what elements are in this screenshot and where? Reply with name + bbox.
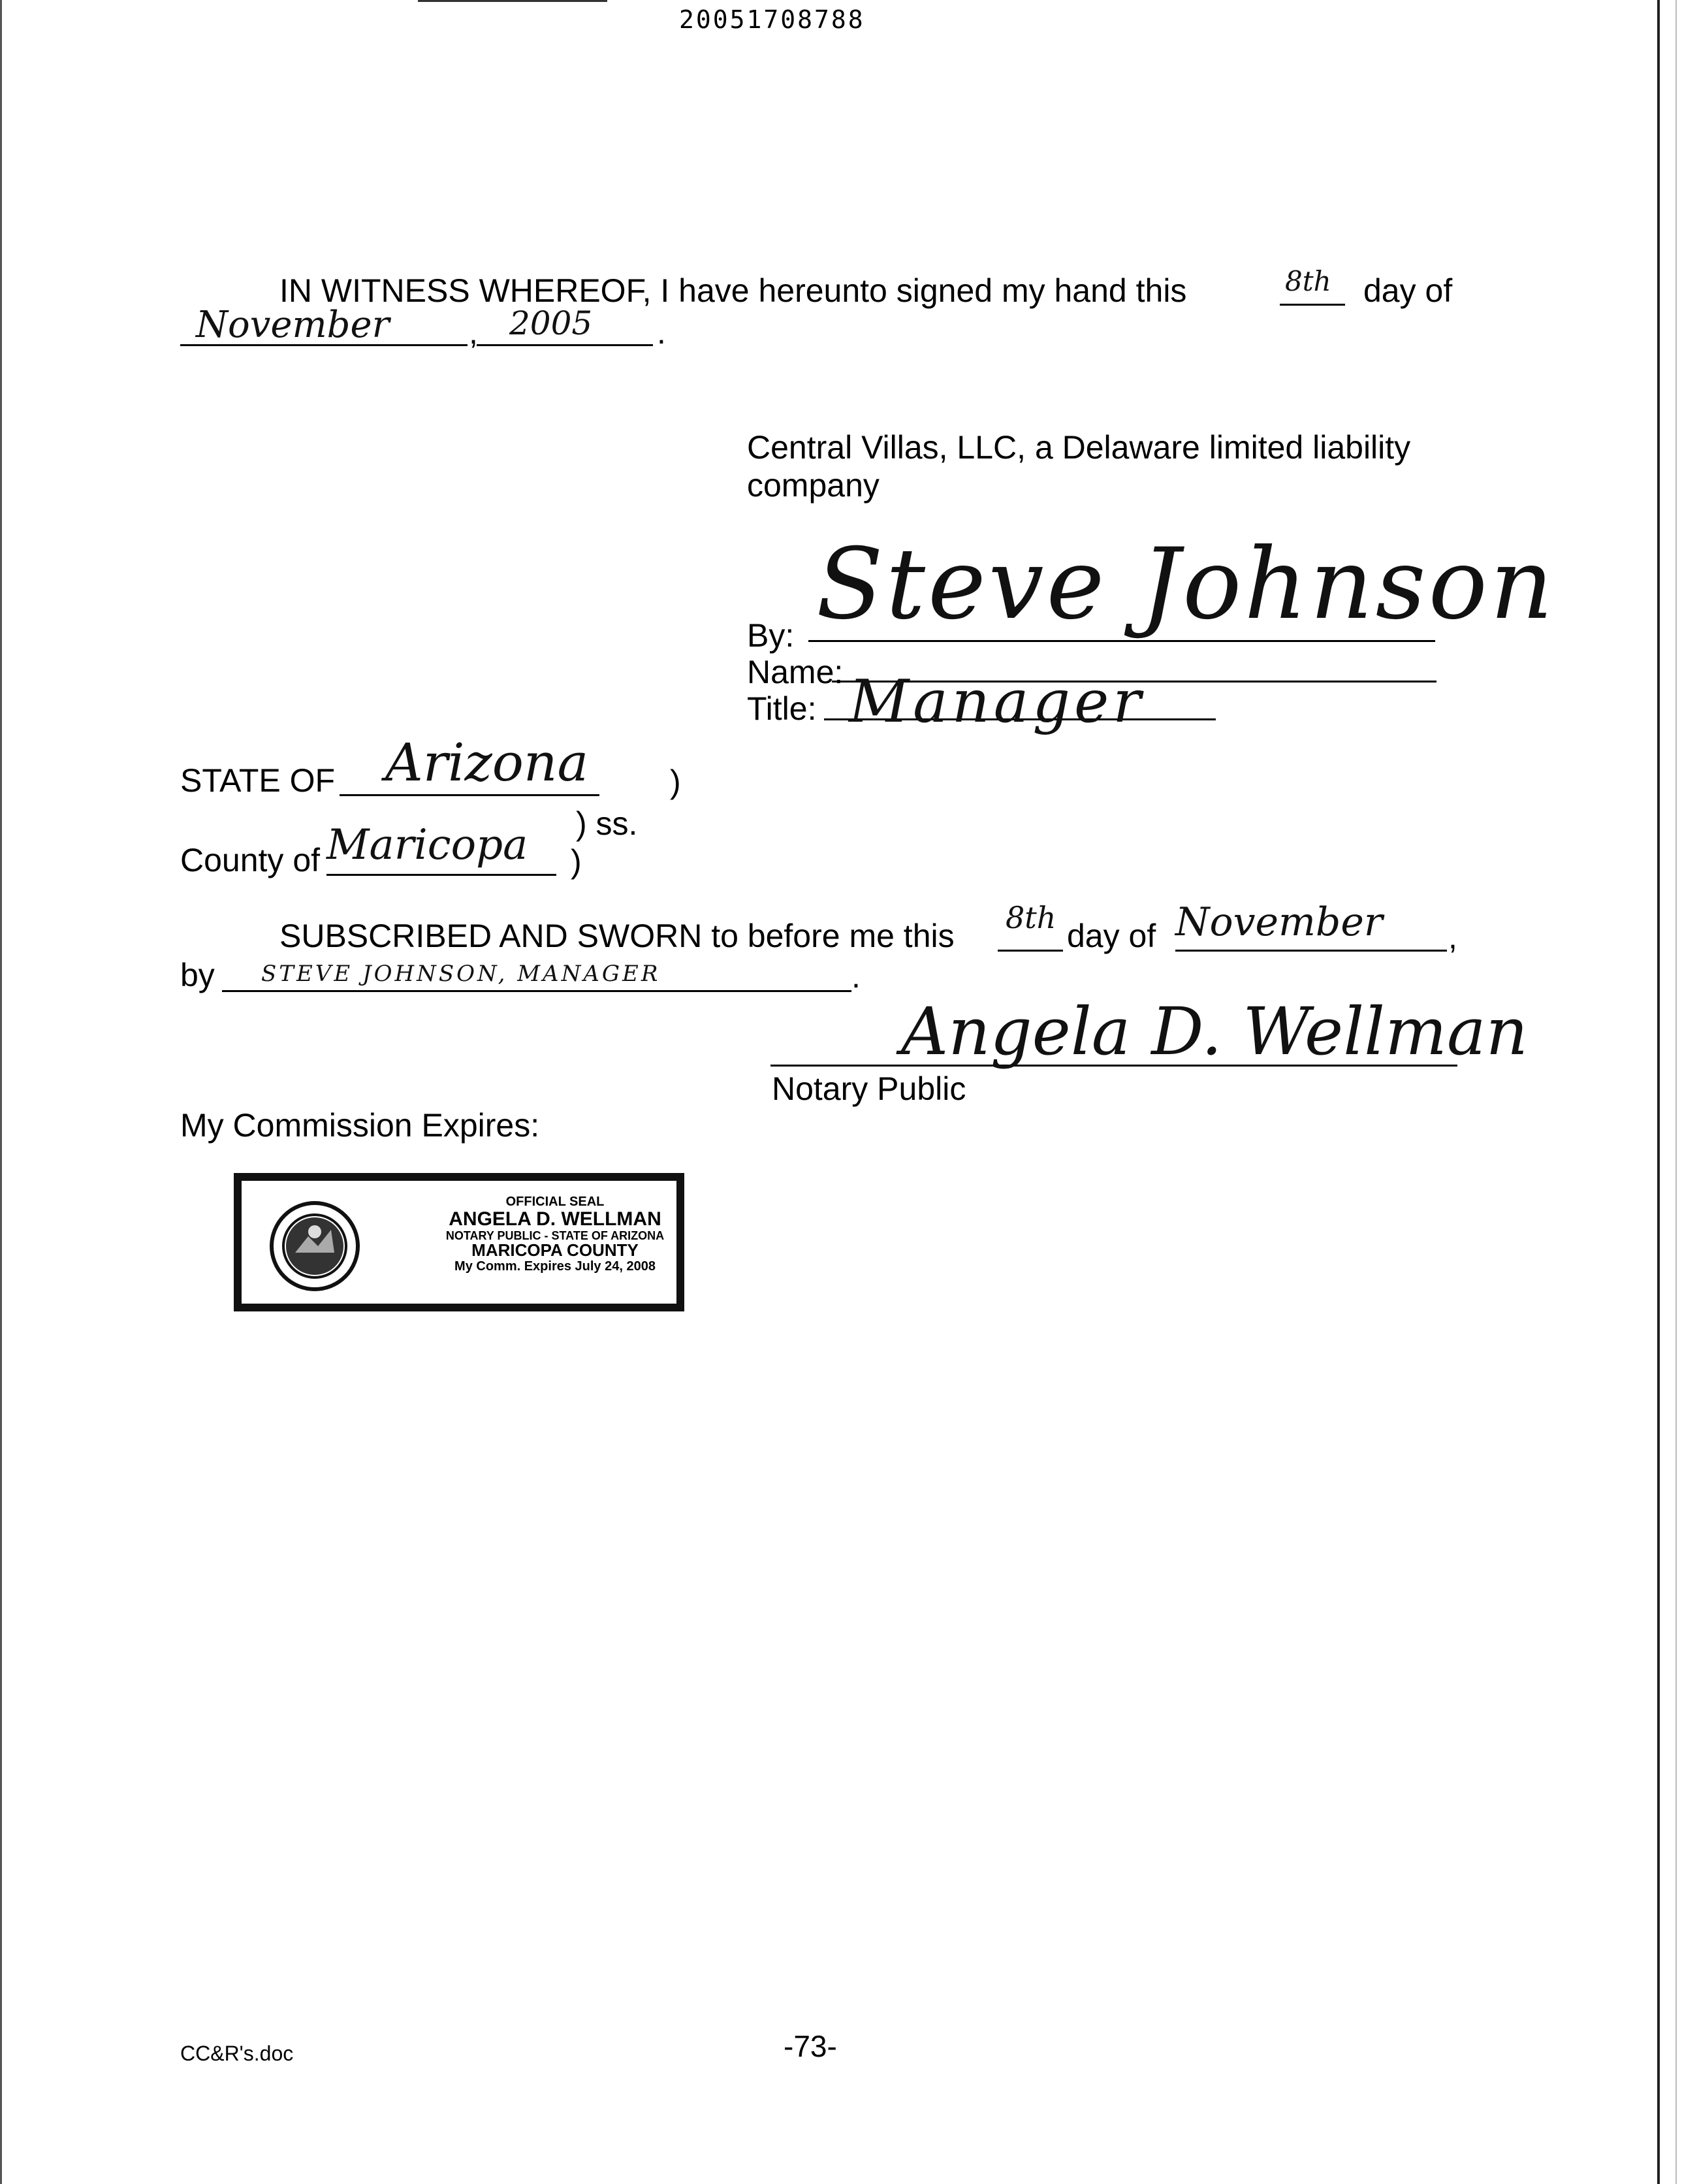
jurat-by-label: by [180, 957, 215, 993]
witness-day-handwritten: 8th [1285, 265, 1331, 297]
top-rule [418, 0, 607, 2]
jurat-comma: , [1448, 919, 1457, 956]
notary-signature: Angela D. Wellman [901, 993, 1529, 1070]
ss-label: ) ss. [576, 805, 638, 842]
document-number: 20051708788 [679, 5, 865, 34]
arizona-seal-icon [269, 1200, 360, 1292]
footer-filename: CC&R's.doc [180, 2042, 294, 2065]
witness-period: . [657, 314, 666, 351]
name-label: Name: [747, 654, 844, 690]
scan-edge-left [0, 0, 2, 2184]
witness-year-handwritten: 2005 [509, 304, 593, 342]
company-line-2: company [747, 467, 880, 504]
jurat-month-handwritten: November [1175, 899, 1383, 945]
seal-line-3: NOTARY PUBLIC - STATE OF ARIZONA [445, 1228, 665, 1242]
state-label: STATE OF [180, 762, 336, 799]
title-label: Title: [747, 690, 817, 727]
company-signature: Steve Johnson [816, 528, 1556, 641]
state-handwritten: Arizona [385, 732, 589, 793]
county-handwritten: Maricopa [326, 821, 528, 869]
scan-edge-right-faint [1675, 0, 1677, 2184]
county-label: County of [180, 842, 321, 878]
title-handwritten: Manager [849, 667, 1145, 736]
county-paren: ) [571, 843, 582, 880]
witness-line-1: IN WITNESS WHEREOF, I have hereunto signed my hand this [279, 272, 1187, 309]
seal-text [418, 1195, 692, 1274]
state-paren: ) [670, 763, 681, 800]
notary-seal-stamp [234, 1173, 684, 1311]
witness-comma: , [469, 314, 478, 351]
seal-line-1: OFFICIAL SEAL [505, 1195, 605, 1209]
page-number: -73- [784, 2029, 837, 2063]
jurat-by-handwritten: STEVE JOHNSON, MANAGER [261, 961, 661, 987]
witness-day-of: day of [1363, 272, 1453, 309]
by-label: By: [747, 617, 795, 654]
jurat-day-of: day of [1067, 918, 1156, 954]
seal-line-2: ANGELA D. WELLMAN [449, 1208, 661, 1230]
jurat-day-handwritten: 8th [1006, 900, 1056, 935]
notary-public-label: Notary Public [772, 1070, 966, 1107]
company-line-1: Central Villas, LLC, a Delaware limited liability [747, 429, 1411, 466]
commission-expires-label: My Commission Expires: [180, 1107, 540, 1144]
seal-line-5: My Comm. Expires July 24, 2008 [454, 1259, 656, 1274]
witness-month-handwritten: November [196, 304, 390, 346]
seal-line-4: MARICOPA COUNTY [471, 1240, 639, 1261]
scan-edge-right [1657, 0, 1660, 2184]
jurat-period: . [851, 958, 861, 995]
jurat-prefix: SUBSCRIBED AND SWORN to before me this [279, 918, 955, 954]
